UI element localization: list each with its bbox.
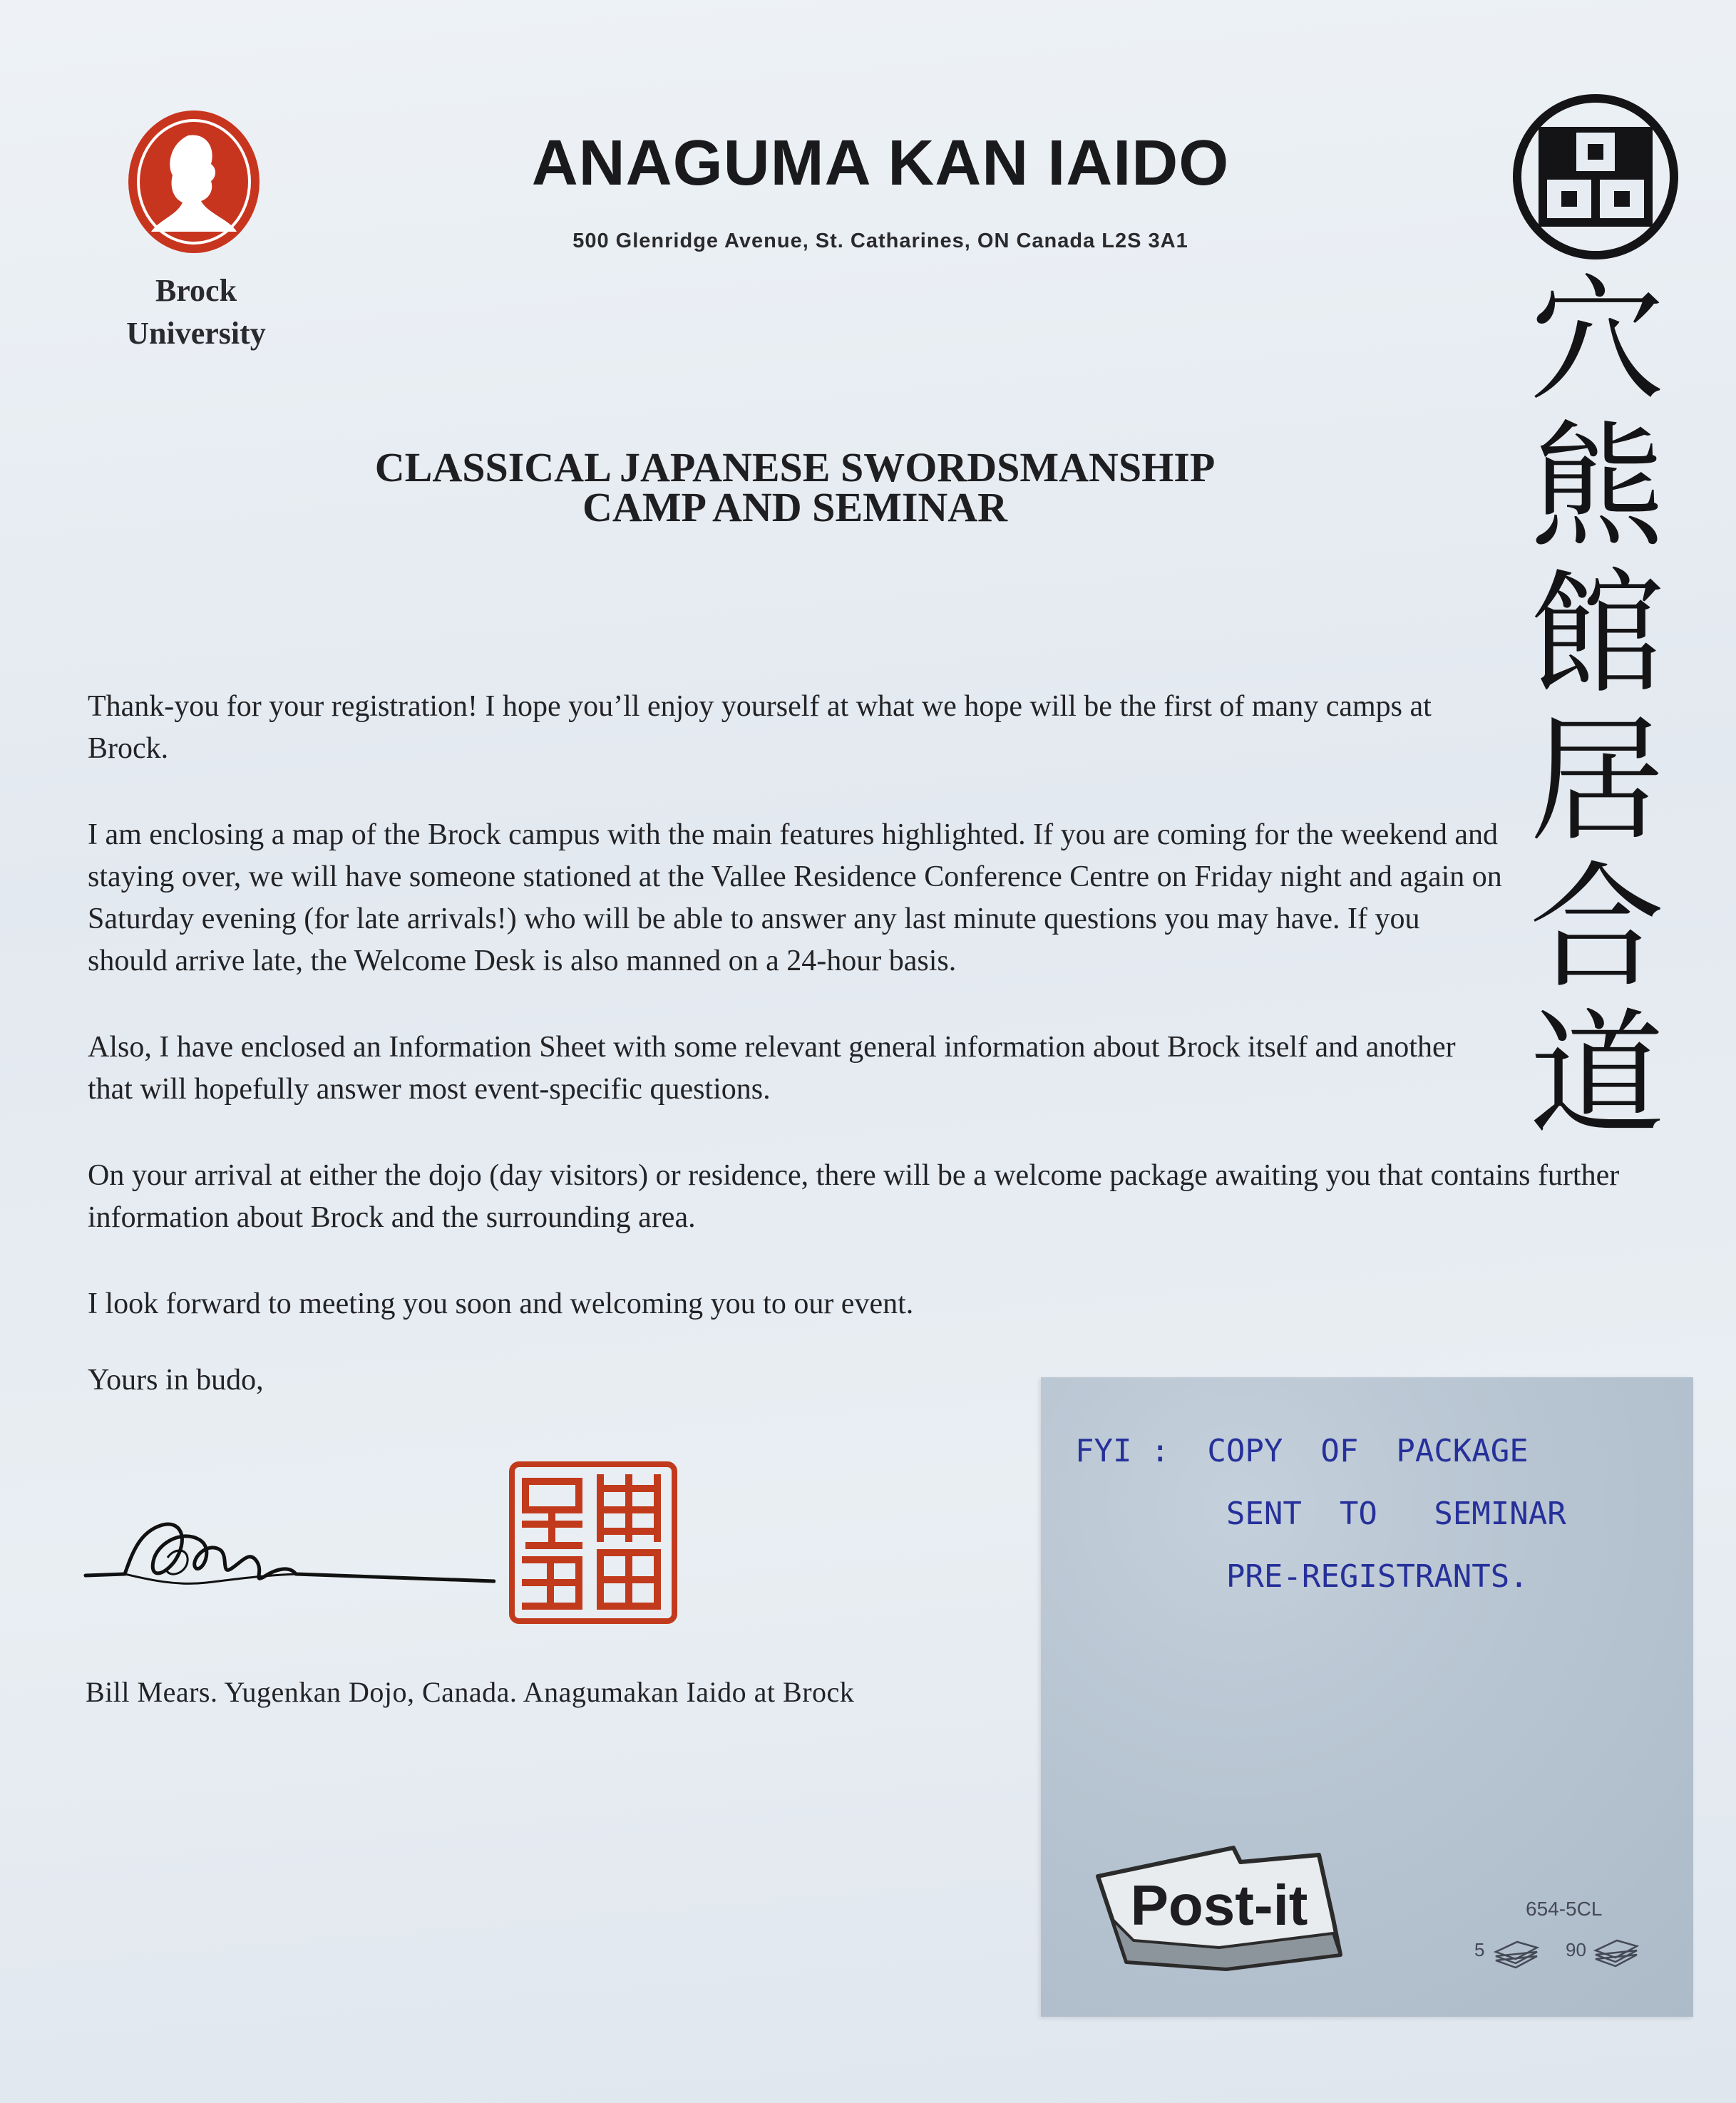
- kanji-char: 熊: [1529, 408, 1665, 566]
- paragraph-map: I am enclosing a map of the Brock campus with the main features highlighted. If you are coming for the weekend and staying over, we will have someone stationed at the Vallee Residence Conference Centre on Friday night and again on Saturday evening (for late arrivals!) who will be able to answer any last minute questions you may have. If you should arrive late, the Welcome Desk is also manned on a 24-hour basis.: [88, 818, 1502, 977]
- organization-title: ANAGUMA KAN IAIDO: [531, 128, 1230, 199]
- letter-body: [88, 686, 1620, 1325]
- seminar-title-line1: CLASSICAL JAPANESE SWORDSMANSHIP: [374, 444, 1216, 490]
- organization-address: 500 Glenridge Avenue, St. Catharines, ON Canada L2S 3A1: [572, 230, 1188, 252]
- hanko-seal-icon: [508, 1460, 679, 1625]
- kanji-char: 居: [1529, 702, 1665, 860]
- pad-stack-icon: [1496, 1942, 1537, 1968]
- kanji-char: 合: [1529, 849, 1665, 1007]
- brock-line: Brock: [155, 273, 237, 308]
- seminar-title: [235, 444, 1355, 530]
- kanji-char: 穴: [1529, 262, 1665, 419]
- brock-university-name: [86, 269, 307, 355]
- mon-crest-icon: [1510, 91, 1681, 262]
- postit-product-code: 654-5CL: [1526, 1898, 1603, 1920]
- note-line: SENT TO SEMINAR: [1075, 1496, 1566, 1532]
- brock-university-logo: [123, 107, 265, 257]
- postit-pad-info: [1474, 1926, 1660, 1976]
- kanji-char: 道: [1529, 996, 1665, 1153]
- postit-brand-logo: [1084, 1834, 1355, 1983]
- paragraph-thanks: Thank-you for your registration! I hope you’ll enjoy yourself at what we hope will be the first of many camps at Brock.: [88, 690, 1432, 765]
- signoff-line: Bill Mears. Yugenkan Dojo, Canada. Anagumakan Iaido at Brock: [86, 1676, 855, 1708]
- sheets-count: 90: [1566, 1939, 1586, 1960]
- note-line: PRE-REGISTRANTS.: [1075, 1558, 1529, 1595]
- paragraph-arrival: On your arrival at either the dojo (day visitors) or residence, there will be a welcome package awaiting you that contains further information about Brock and the surrounding area.: [88, 1159, 1620, 1234]
- kanji-column: [1519, 262, 1675, 1153]
- note-line: FYI : COPY OF PACKAGE: [1075, 1433, 1529, 1469]
- postit-note: [1041, 1377, 1693, 2017]
- postit-brand-text: Post-it: [1130, 1873, 1308, 1937]
- handwritten-signature: [82, 1490, 495, 1625]
- university-line: University: [126, 316, 266, 351]
- kanji-char: 館: [1529, 555, 1665, 713]
- pads-count: 5: [1474, 1939, 1485, 1960]
- seminar-title-line2: CAMP AND SEMINAR: [582, 484, 1008, 530]
- postit-handwritten-note: [1075, 1420, 1660, 1608]
- sheet-stack-icon: [1596, 1940, 1637, 1966]
- closing-salutation: Yours in budo,: [88, 1364, 264, 1397]
- paragraph-closing: I look forward to meeting you soon and welcoming you to our event.: [88, 1287, 914, 1320]
- paragraph-info-sheet: Also, I have enclosed an Information Sheet with some relevant general information about Brock itself and another that will hopefully answer most event-specific questions.: [88, 1031, 1456, 1106]
